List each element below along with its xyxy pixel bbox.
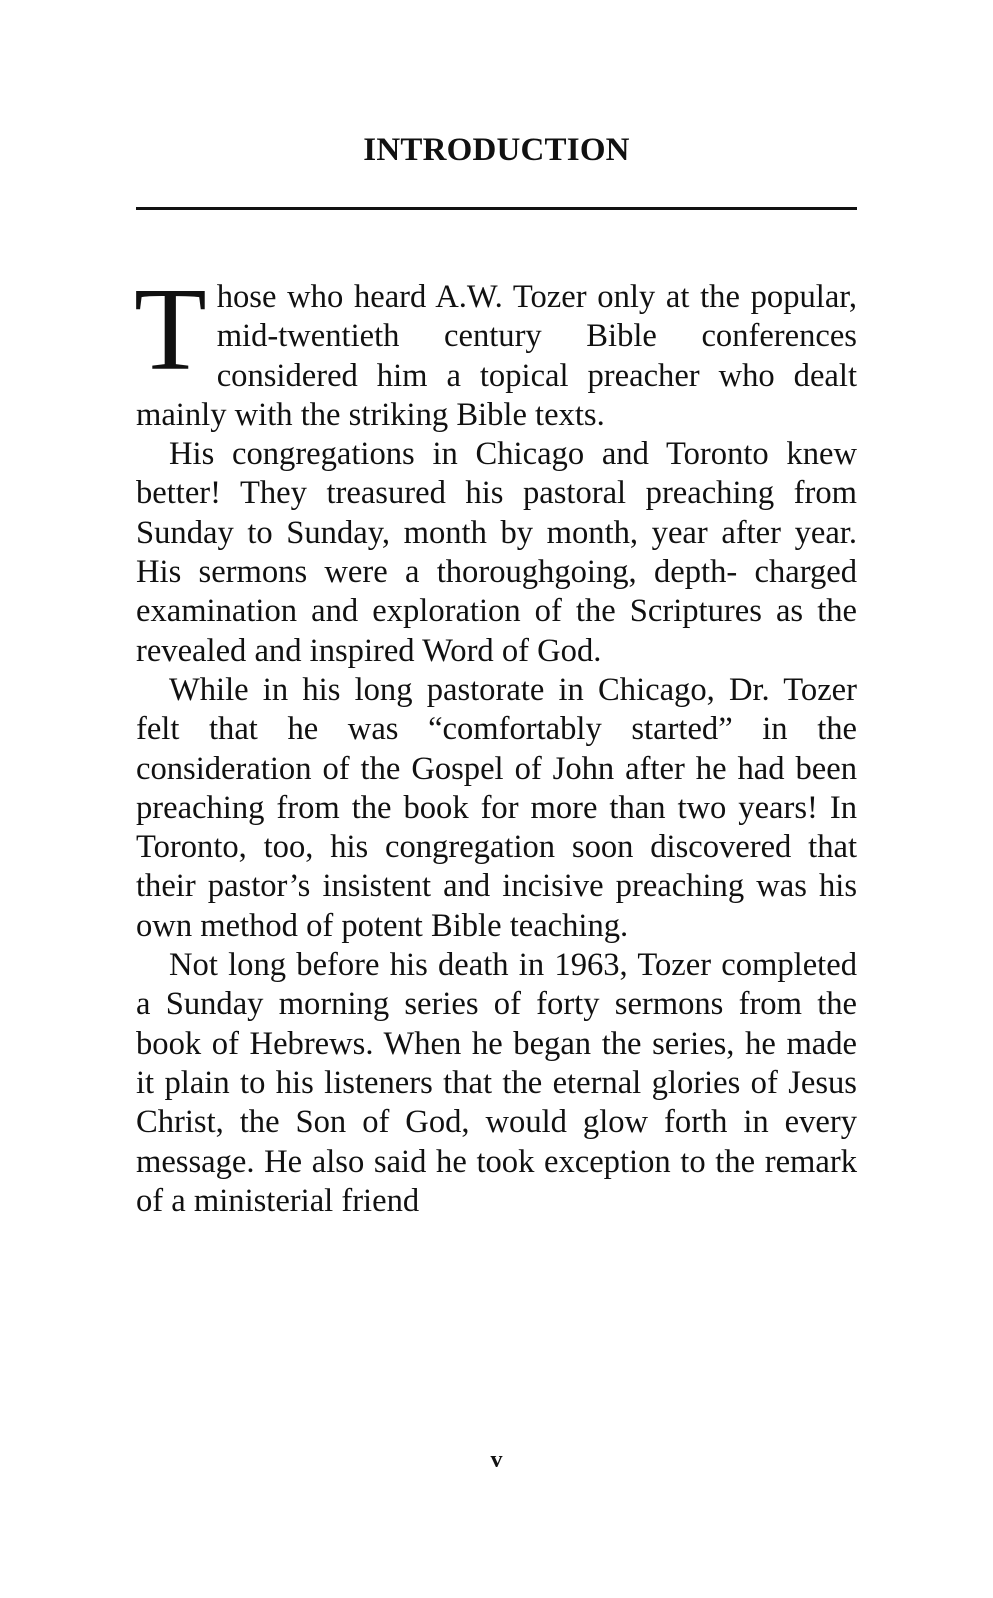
- paragraph-1-text: hose who heard A.W. Tozer only at the popular, mid-twentieth century Bible conferences considered him a topical preacher who dealt mainly with the striking Bible texts.: [136, 279, 857, 433]
- paragraph-2: His congregations in Chicago and Toronto knew better! They treasured his pastoral preaching from Sunday to Sunday, month by month, year after year. His sermons were a thoroughgoing, depth- charged examination and exploration of the Scriptures as the revealed and inspired Word of God.: [136, 436, 857, 669]
- paragraph-3: While in his long pastorate in Chicago, Dr. Tozer felt that he was “comfortably started” in the consideration of the Gospel of John after he had been preaching from the book for more than two years! In Toronto, too, his congregation soon discovered that their pastor’s insistent and incisive preaching was his own method of potent Bible teaching.: [136, 671, 857, 944]
- paragraph-1: [134, 263, 857, 435]
- heading-rule: [136, 207, 857, 210]
- paragraph-4: Not long before his death in 1963, Tozer completed a Sunday morning series of forty sermons from the book of Hebrews. When he began the series, he made it plain to his listeners that the eternal glories of Jesus Christ, the Son of God, would glow forth in every message. He also said he took exception to the remark of a ministerial friend: [136, 947, 857, 1219]
- drop-cap: T: [134, 263, 207, 395]
- body-text: [134, 263, 857, 1221]
- chapter-heading: INTRODUCTION: [363, 132, 630, 168]
- page-number: v: [490, 1447, 503, 1473]
